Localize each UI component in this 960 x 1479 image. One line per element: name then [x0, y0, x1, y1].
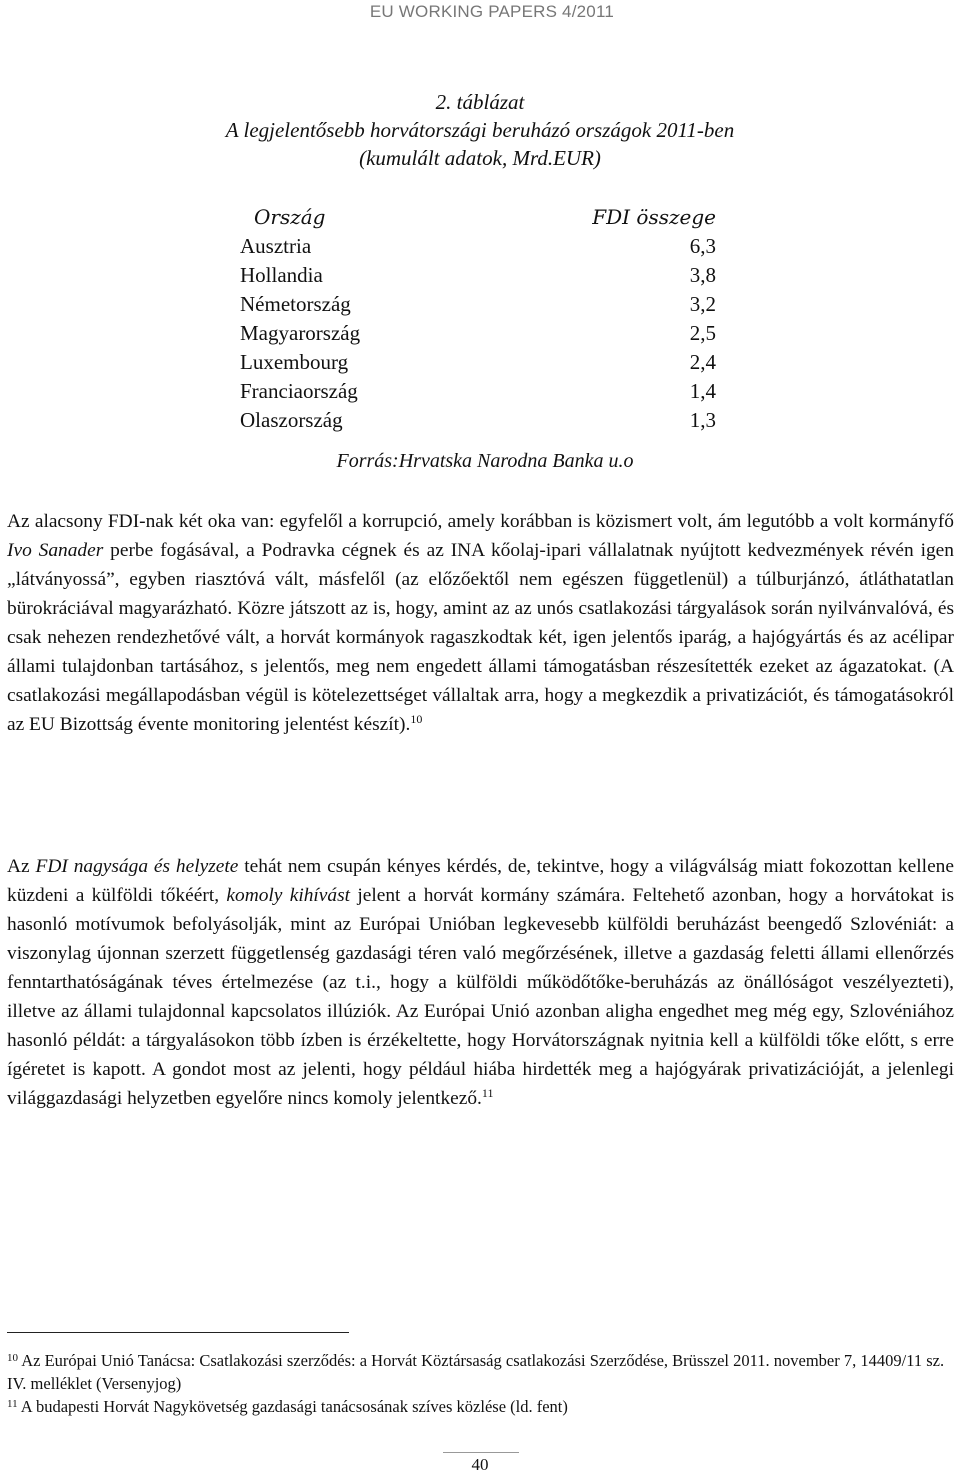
paragraph-text: Az alacsony FDI-nak két oka van: egyfelől a korrupció, amely korábban is közismert volt, ám legutóbb a volt kormányfő — [7, 511, 954, 532]
person-name: Ivo Sanader — [7, 540, 104, 561]
body-paragraph-2 — [7, 852, 954, 1113]
footnote-ref[interactable]: 10 — [410, 712, 423, 726]
table-cell-value: 2,4 — [689, 350, 716, 374]
table-title: A legjelentősebb horvátországi beruházó országok 2011-ben — [225, 118, 735, 142]
page-number: 40 — [471, 1455, 489, 1474]
footnote-number: 10 — [7, 1352, 18, 1364]
table-cell-value: 3,8 — [689, 263, 716, 287]
table-cell-value: 6,3 — [689, 234, 716, 258]
emphasis-text: komoly kihívást — [226, 885, 351, 906]
body-paragraph-1 — [7, 507, 954, 739]
table-row — [240, 377, 716, 406]
table-cell-country: Hollandia — [240, 263, 323, 287]
table-cell-country: Németország — [240, 292, 351, 316]
footnote-number: 11 — [7, 1398, 18, 1410]
table-cell-value: 1,4 — [689, 379, 716, 403]
page-number-rule — [443, 1452, 519, 1453]
column-header-fdi: FDI összege — [592, 205, 716, 229]
footnotes — [7, 1349, 954, 1418]
emphasis-text: FDI nagysága és helyzete — [35, 856, 239, 877]
table-cell-country: Franciaország — [240, 379, 358, 403]
table-cell-country: Luxembourg — [240, 350, 349, 374]
running-header: EU WORKING PAPERS 4/2011 — [369, 2, 614, 21]
table-number: 2. táblázat — [435, 90, 525, 114]
table-row — [240, 406, 716, 435]
footnote-text: A budapesti Horvát Nagykövetség gazdasági tanácsosának szíves közlése (ld. fent) — [17, 1397, 568, 1416]
footnote-separator — [7, 1332, 349, 1333]
table-cell-country: Magyarország — [240, 321, 361, 345]
footnote — [7, 1395, 954, 1418]
paragraph-text: perbe fogásával, a Podravka cégnek és az INA kőolaj-ipari vállalatnak nyújtott kedvezmények révén igen „látványossá”, egyben riasztóvá vált, másfelől (az előzőektől nem egészen függetlenül) a túlburjánzó, átláthatatlan bürokráciával magyarázható. Közre játszott az is, hogy, amint az az unós csatlakozási tárgyalások során nyilvánvalóvá, és csak nehezen rendezhetővé vált, a horvát kormányok ragaszkodtak két, igen jelentős iparág, a hajógyártás és az acélipar állami tulajdonban tartásához, s jelentős, meg nem engedett állami támogatásban részesítették ezeket az ágazatokat. (A csatlakozási megállapodásban végül is kötelezettséget vállaltak arra, hogy a megkezdik a privatizációt, és támogatásokról az EU Bizottság évente monitoring jelentést készít). — [7, 540, 954, 735]
column-header-country: Ország — [254, 205, 326, 229]
table-row — [240, 290, 716, 319]
table-subtitle: (kumulált adatok, Mrd.EUR) — [359, 146, 601, 170]
table-row — [240, 319, 716, 348]
table-row — [240, 261, 716, 290]
table-cell-country: Olaszország — [240, 408, 343, 432]
table-row — [240, 232, 716, 261]
footnote-ref[interactable]: 11 — [481, 1086, 494, 1100]
table-caption — [0, 88, 960, 172]
footnote — [7, 1349, 954, 1395]
table-cell-country: Ausztria — [240, 234, 312, 258]
paragraph-text: jelent a horvát kormány számára. Feltehető azonban, hogy a horvátokat is hasonló motívumok befolyásolják, mint az Európai Unióban legkevesebb külföldi beruházást beengedő Szlovéniát: a viszonylag újonnan szerzett függetlenség gazdasági téren való megőrzésének, illetve a gazdaság feletti állami ellenőrzés fenntarthatóságának téves értelmezése (az t.i., hogy a külföldi működőtőke-beruházás az önállóságot veszélyezteti), illetve az állami tulajdonnal kapcsolatos illúziók. Az Európai Unió azonban aligha engedhet meg még egy, Szlovéniához hasonló példát: a tárgyalásokon több ízben is érzékeltette, hogy Horvátországnak nyitnia kell a külföldi tőke előtt, s erre ígéretet is kapott. A gondot most az jelenti, hogy például hiába hirdették meg a hajógyárak privatizációját, a jelenlegi világgazdasági helyzetben egyelőre nincs komoly jelentkező. — [7, 885, 954, 1109]
table-cell-value: 1,3 — [689, 408, 716, 432]
footnote-text: Az Európai Unió Tanácsa: Csatlakozási szerződés: a Horvát Köztársaság csatlakozási Szerződése, Brüsszel 2011. november 7, 14409/11 sz. IV. melléklet (Versenyjog) — [7, 1351, 945, 1393]
paragraph-text: Az — [7, 856, 36, 877]
table-source: Forrás:Hrvatska Narodna Banka u.o — [336, 450, 634, 472]
paragraph-text: tehát nem csupán kényes kérdés, de, tekintve, hogy a világválság miatt fokozottan kellene küzdeni a külföldi tőkéért, — [7, 856, 954, 906]
table-cell-value: 2,5 — [689, 321, 716, 345]
table-header-row — [240, 203, 716, 232]
table-row — [240, 348, 716, 377]
table-cell-value: 3,2 — [689, 292, 716, 316]
fdi-table — [240, 203, 716, 435]
